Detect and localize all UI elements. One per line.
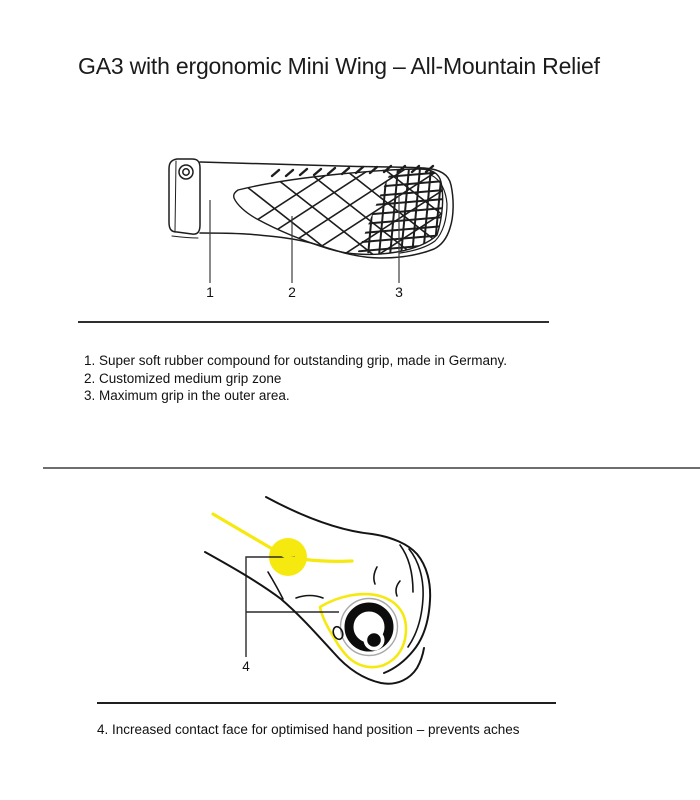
grip-diagram-svg bbox=[160, 150, 470, 305]
grip-axis-highlight bbox=[213, 514, 352, 561]
feature-item-3: 3. Maximum grip in the outer area. bbox=[84, 388, 290, 403]
grip-clamp bbox=[169, 159, 200, 238]
handlebar-section bbox=[349, 607, 389, 651]
callout-label-4: 4 bbox=[242, 659, 250, 674]
separator-top bbox=[78, 321, 549, 323]
callout-label-2: 2 bbox=[288, 284, 296, 300]
callout-label-1: 1 bbox=[206, 284, 214, 300]
clamp-bolt-icon bbox=[179, 165, 193, 179]
feature-list bbox=[84, 352, 507, 405]
grip-diagram bbox=[160, 150, 470, 305]
hand-diagram-svg bbox=[195, 485, 445, 690]
separator-middle bbox=[43, 467, 700, 469]
page-title: GA3 with ergonomic Mini Wing – All-Mountain Relief bbox=[78, 53, 600, 79]
feature-item-1: 1. Super soft rubber compound for outstanding grip, made in Germany. bbox=[84, 353, 507, 368]
hand-diagram bbox=[195, 485, 445, 690]
separator-bottom bbox=[97, 702, 556, 704]
feature-item-2: 2. Customized medium grip zone bbox=[84, 370, 282, 386]
callout-label-3: 3 bbox=[395, 284, 403, 300]
footer-note: 4. Increased contact face for optimised hand position – prevents aches bbox=[97, 722, 520, 737]
